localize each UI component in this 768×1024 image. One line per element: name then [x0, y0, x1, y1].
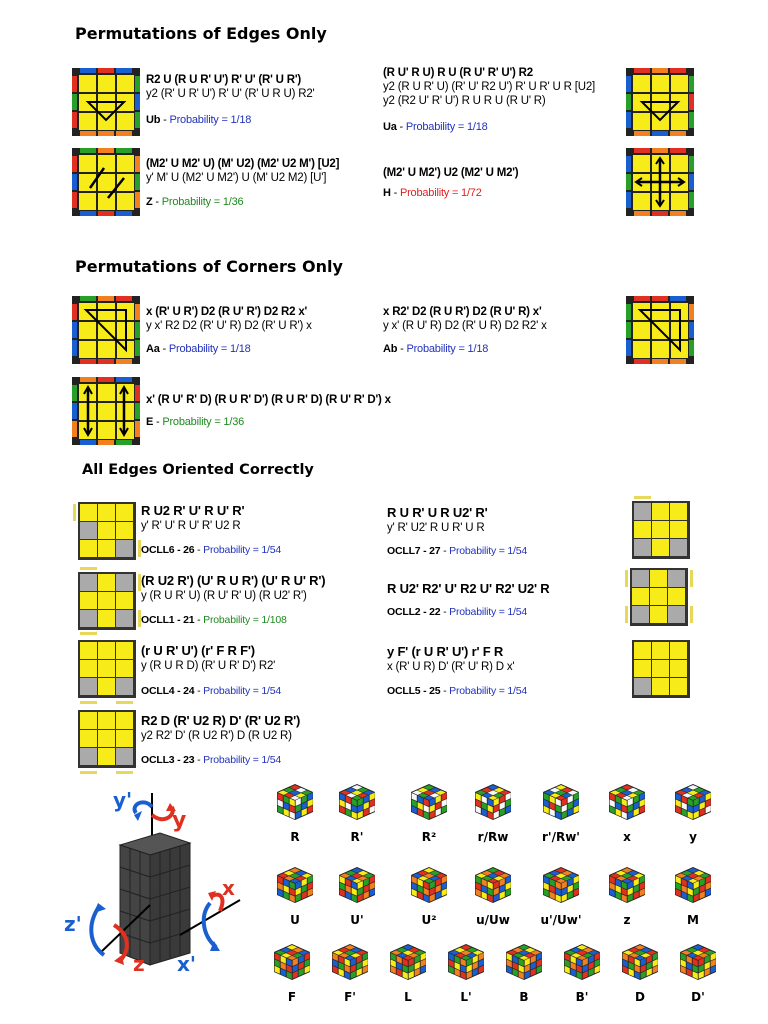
move-cube-icon: [272, 942, 312, 982]
move-cube-icon: [504, 942, 544, 982]
ocll5-diagram: [630, 638, 692, 706]
move-label: U: [290, 913, 300, 927]
ocll5-probability: OCLL5 - 25 - Probability = 1/54: [387, 685, 527, 697]
move-cube-icon: [337, 782, 377, 822]
z-alg-line1: (M2' U M2' U) (M' U2) (M2' U2 M') [U2]: [146, 158, 340, 170]
ocll5-alg-line2: x (R' U R) D' (R' U' R) D x': [387, 661, 515, 673]
ocll4-alg-line1: (r U R' U') (r' F R F'): [141, 643, 255, 658]
e-perm-diagram: [72, 377, 140, 445]
h-perm-diagram: [626, 148, 694, 216]
ocll3-probability: OCLL3 - 23 - Probability = 1/54: [141, 754, 281, 766]
h-probability: H - Probability = 1/72: [383, 187, 482, 199]
move-label: r'/Rw': [542, 830, 580, 844]
ocll3-alg-line2: y2 R2' D' (R U2 R') D (R U2 R): [141, 730, 292, 742]
move-label: y: [689, 830, 697, 844]
move-label: R²: [421, 830, 437, 844]
move-label: r/Rw: [477, 830, 509, 844]
move-cube-icon: [620, 942, 660, 982]
move-label: x: [623, 830, 631, 844]
ocll7-alg-line2: y' R' U2' R U R' U R: [387, 522, 485, 534]
ocll7-diagram: [630, 494, 692, 564]
move-cube-icon: [607, 782, 647, 822]
move-cube-icon: [337, 865, 377, 905]
z-perm-diagram: [72, 148, 140, 216]
move-cube-icon: [275, 865, 315, 905]
move-label: U': [350, 913, 364, 927]
move-label: B': [575, 990, 589, 1004]
axis-label-y: y: [172, 808, 187, 833]
ocll1-probability: OCLL1 - 21 - Probability = 1/108: [141, 614, 287, 626]
ocll2-probability: OCLL2 - 22 - Probability = 1/54: [387, 606, 527, 618]
ua-probability: Ua - Probability = 1/18: [383, 121, 488, 133]
ocll5-alg-line1: y F' (r U R' U') r' F R: [387, 644, 504, 659]
ocll6-alg-line2: y' R' U' R U' R' U2 R: [141, 520, 241, 532]
move-label: R': [350, 830, 364, 844]
ocll1-diagram: [72, 566, 142, 636]
ua-alg-line3: y2 (R2 U' R' U') R U R U (R U' R): [383, 95, 546, 107]
move-cube-icon: [388, 942, 428, 982]
ub-diagram: [72, 68, 140, 136]
move-label: F: [287, 990, 297, 1004]
move-cube-icon: [678, 942, 718, 982]
ub-probability: Ub - Probability = 1/18: [146, 114, 252, 126]
aa-diagram: [72, 296, 140, 364]
move-cube-icon: [541, 782, 581, 822]
oriented-section-title: All Edges Oriented Correctly: [82, 462, 314, 478]
e-probability: E - Probability = 1/36: [146, 416, 245, 428]
ocll3-diagram: [72, 708, 142, 776]
move-label: L: [404, 990, 412, 1004]
ua-alg-line1: (R U' R U) R U (R U' R' U') R2: [383, 67, 533, 79]
ab-diagram: [626, 296, 694, 364]
ocll7-probability: OCLL7 - 27 - Probability = 1/54: [387, 545, 527, 557]
move-cube-icon: [473, 865, 513, 905]
ocll4-alg-line2: y (R U R D) (R' U R' D') R2': [141, 660, 276, 672]
move-label: B: [519, 990, 529, 1004]
aa-alg-line2: y x' R2 D2 (R' U' R) D2 (R' U R') x: [146, 320, 312, 332]
ocll4-probability: OCLL4 - 24 - Probability = 1/54: [141, 685, 281, 697]
ocll7-alg-line1: R U R' U R U2' R': [387, 505, 488, 520]
move-label: D: [635, 990, 645, 1004]
move-label: z: [623, 913, 631, 927]
move-label: u'/Uw': [540, 913, 582, 927]
move-cube-icon: [541, 865, 581, 905]
move-cube-icon: [562, 942, 602, 982]
move-label: F': [344, 990, 356, 1004]
move-label: M: [687, 913, 699, 927]
axis-label-y-prime: y': [113, 788, 133, 812]
ocll2-alg-line1: R U2' R2' U' R2 U' R2' U2' R: [387, 581, 550, 596]
move-cube-icon: [330, 942, 370, 982]
corners-section-title: Permutations of Corners Only: [75, 257, 343, 276]
ocll2-diagram: [624, 566, 694, 632]
axis-label-z-prime: z': [64, 912, 82, 936]
move-label: u/Uw: [476, 913, 510, 927]
ab-probability: Ab - Probability = 1/18: [383, 343, 489, 355]
ocll6-diagram: [72, 500, 142, 562]
z-alg-line2: y' M' U (M2' U M2') U (M' U2 M2) [U']: [146, 172, 327, 184]
move-label: U²: [421, 913, 437, 927]
move-label: L': [460, 990, 472, 1004]
ocll1-alg-line1: (R U2 R') (U' R U R') (U' R U' R'): [141, 573, 326, 588]
move-cube-icon: [473, 782, 513, 822]
ab-alg-line1: x R2' D2 (R U R') D2 (R U' R) x': [383, 306, 542, 318]
ocll6-alg-line1: R U2 R' U' R U' R': [141, 503, 245, 518]
move-cube-icon: [673, 865, 713, 905]
aa-alg-line1: x (R' U R') D2 (R U' R') D2 R2 x': [146, 306, 308, 318]
move-cube-icon: [446, 942, 486, 982]
move-label: R: [290, 830, 300, 844]
ab-alg-line2: y x' (R U' R) D2 (R' U R) D2 R2' x: [383, 320, 547, 332]
move-label: D': [691, 990, 705, 1004]
move-cube-icon: [409, 865, 449, 905]
aa-probability: Aa - Probability = 1/18: [146, 343, 251, 355]
ub-alg-line2: y2 (R' U R' U') R' U' (R' U R U) R2': [146, 88, 315, 100]
ocll3-alg-line1: R2 D (R' U2 R) D' (R' U2 R'): [141, 713, 301, 728]
move-cube-icon: [409, 782, 449, 822]
z-probability: Z - Probability = 1/36: [146, 196, 244, 208]
ua-alg-line2: y2 (R U R' U) (R' U' R2 U') R' U R' U R [U2]: [383, 81, 596, 93]
ocll6-probability: OCLL6 - 26 - Probability = 1/54: [141, 544, 281, 556]
move-cube-icon: [673, 782, 713, 822]
axis-label-x: x: [222, 876, 235, 900]
axis-label-z: z: [133, 952, 145, 976]
ub-alg-line1: R2 U (R U R' U') R' U' (R' U R'): [146, 74, 302, 86]
h-alg-line1: (M2' U M2') U2 (M2' U M2'): [383, 167, 519, 179]
e-alg-line1: x' (R U' R' D) (R U R' D') (R U R' D) (R U' R' D') x: [146, 394, 391, 406]
axis-label-x-prime: x': [177, 952, 197, 976]
edges-section-title: Permutations of Edges Only: [75, 24, 327, 43]
ocll4-diagram: [72, 638, 142, 706]
move-cube-icon: [607, 865, 647, 905]
ua-diagram: [626, 68, 694, 136]
ocll1-alg-line2: y (R U R' U) (R U' R' U) (R U2' R'): [141, 590, 307, 602]
move-cube-icon: [275, 782, 315, 822]
